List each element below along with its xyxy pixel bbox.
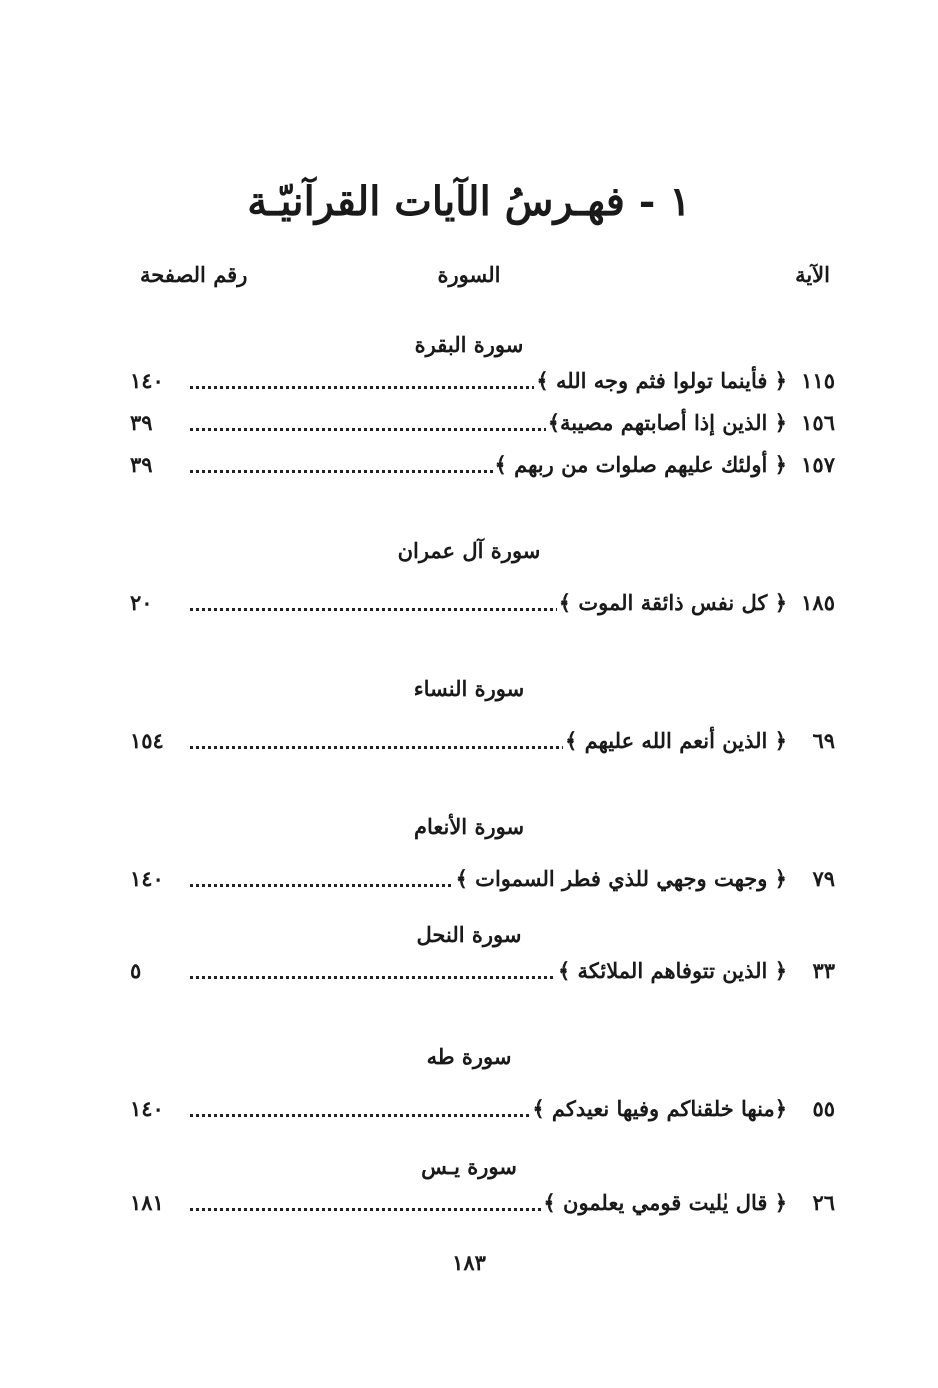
column-header-ayah: الآية	[795, 262, 830, 287]
index-entry	[130, 410, 835, 444]
index-entry	[130, 590, 835, 624]
page-number: ٣٩	[130, 452, 153, 477]
index-entry	[130, 452, 835, 486]
ayah-number: ١١٥	[801, 368, 835, 393]
ayah-number: ١٨٥	[801, 590, 835, 615]
ayah-text: ﴿ قال يٰليت قومي يعلمون ﴾	[543, 1190, 787, 1215]
ayah-text: ﴿ الذين تتوفاهم الملائكة ﴾	[557, 958, 787, 983]
ayah-text: ﴿ الذين أنعم الله عليهم ﴾	[565, 728, 787, 753]
column-header-page: رقم الصفحة	[140, 262, 248, 287]
page-number: ١٨١	[130, 1190, 164, 1215]
ayah-text: ﴿منها خلقناكم وفيها نعيدكم ﴾	[532, 1096, 787, 1121]
page-title: ١ - فهـرسُ الآيات القرآنيّـة	[247, 178, 691, 225]
ayah-number: ١٥٧	[801, 452, 835, 477]
index-entry	[130, 958, 835, 992]
ayah-number: ٦٩	[812, 728, 835, 753]
index-entry	[130, 728, 835, 762]
surah-heading: سورة البقرة	[414, 332, 524, 357]
page-number: ١٥٤	[130, 728, 164, 753]
ayah-number: ١٥٦	[801, 410, 835, 435]
column-header-surah: السورة	[437, 262, 501, 287]
page-folio: ١٨٣	[452, 1250, 486, 1275]
ayah-text: ﴿ وجهت وجهي للذي فطر السموات ﴾	[455, 866, 787, 891]
index-entry	[130, 866, 835, 900]
index-entry	[130, 1096, 835, 1130]
ayah-number: ٥٥	[812, 1096, 835, 1121]
surah-heading: سورة النساء	[413, 676, 525, 701]
page-number: ١٤٠	[130, 368, 164, 393]
ayah-text: ﴿ الذين إذا أصابتهم مصيبة﴾	[547, 410, 787, 435]
ayah-text: ﴿ كل نفس ذائقة الموت ﴾	[558, 590, 787, 615]
surah-heading: سورة طه	[426, 1044, 512, 1069]
index-entry	[130, 1190, 835, 1224]
ayah-text: ﴿ فأينما تولوا فثم وجه الله ﴾	[536, 368, 787, 393]
index-entry	[130, 368, 835, 402]
ayah-text: ﴿ أولئك عليهم صلوات من ربهم ﴾	[494, 452, 787, 477]
ayah-number: ٣٣	[812, 958, 835, 983]
page-number: ١٤٠	[130, 866, 164, 891]
surah-heading: سورة الأنعام	[413, 814, 525, 839]
surah-heading: سورة يـس	[421, 1154, 517, 1179]
surah-heading: سورة النحل	[416, 922, 522, 947]
page-number: ٢٠	[130, 590, 153, 615]
page-number: ١٤٠	[130, 1096, 164, 1121]
ayah-number: ٢٦	[812, 1190, 835, 1215]
page-number: ٥	[130, 958, 142, 983]
ayah-number: ٧٩	[812, 866, 835, 891]
page-number: ٣٩	[130, 410, 153, 435]
surah-heading: سورة آل عمران	[397, 538, 541, 563]
